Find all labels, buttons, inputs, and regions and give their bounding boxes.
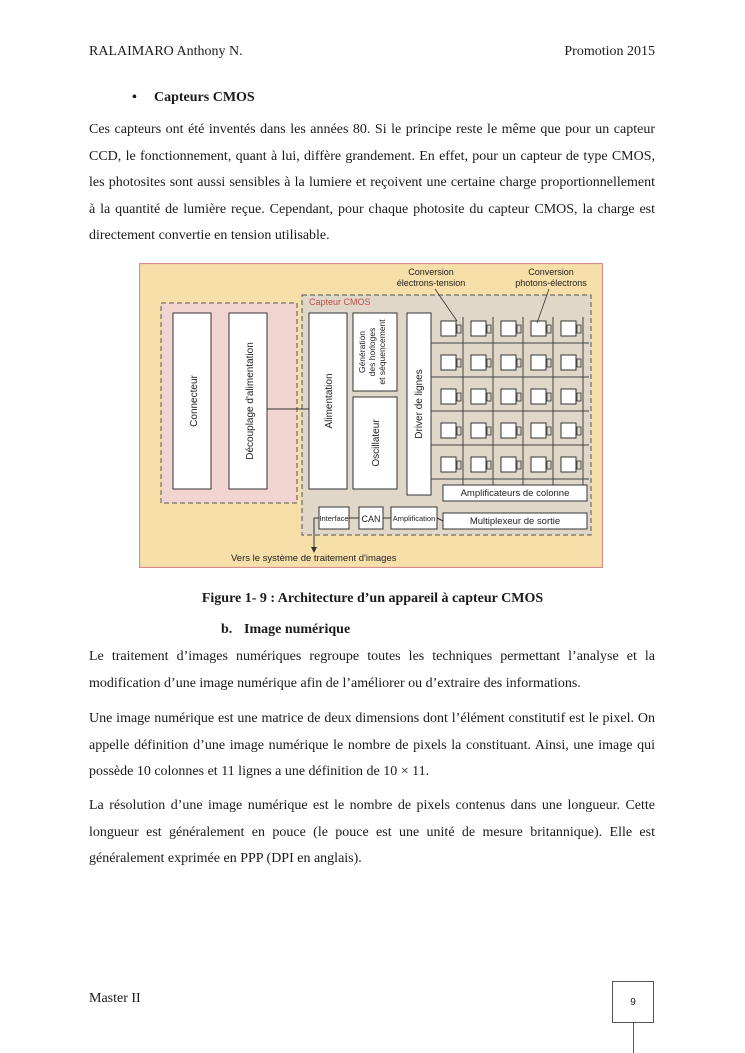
- photosite: [531, 389, 546, 404]
- photosite: [501, 321, 516, 336]
- photosite: [441, 355, 456, 370]
- bullet-icon: •: [132, 90, 137, 105]
- conversion-pe-label-2: photons-électrons: [515, 278, 587, 288]
- can-label: CAN: [361, 514, 381, 524]
- photosite: [531, 321, 546, 336]
- subsection-number: b.: [221, 622, 233, 637]
- photosite: [531, 355, 546, 370]
- photosite: [531, 423, 546, 438]
- section-heading: [132, 90, 255, 106]
- driver-label: Driver de lignes: [414, 369, 425, 439]
- photosite: [561, 457, 576, 472]
- decouplage-label: Découplage d'alimentation: [245, 342, 256, 460]
- svg-text:Génération: Génération: [357, 330, 367, 374]
- conversion-et-label-2: électrons-tension: [396, 278, 466, 288]
- header-author: RALAIMARO Anthony N.: [89, 44, 243, 59]
- alimentation-label: Alimentation: [324, 373, 335, 429]
- photosite: [471, 355, 486, 370]
- photosite: [441, 321, 456, 336]
- photosite: [441, 389, 456, 404]
- conversion-pe-label-1: Conversion: [528, 267, 574, 277]
- page-number-line: [633, 1023, 634, 1053]
- subsection-heading: [221, 622, 350, 638]
- photosite: [501, 423, 516, 438]
- photosite: [561, 321, 576, 336]
- paragraph-resolution: La résolution d’une image numérique est le nombre de pixels contenus dans une longueur. Cette longueur est généralement en pouce (le pouce est une unité de mesure britannique). Elle est généralement exprimée en PPP (DPI en anglais).: [89, 798, 655, 866]
- conversion-et-label-1: Conversion: [408, 267, 454, 277]
- photosite: [471, 389, 486, 404]
- footer-label: Master II: [89, 991, 141, 1006]
- photosite: [501, 355, 516, 370]
- photosite: [441, 423, 456, 438]
- photosite: [561, 389, 576, 404]
- section-paragraph: Ces capteurs ont été inventés dans les années 80. Si le principe reste le même que pour un capteur CCD, le fonctionnement, quant à lui, diffère grandement. En effet, pour un capteur de type CMOS, les photosites sont aussi sensibles à la lumiere et reçoivent une certaine charge proportionnellement à la quantité de lumière reçue. Cependant, pour chaque photosite du capteur CMOS, la charge est directement convertie en tension utilisable.: [89, 122, 655, 243]
- page-number: 9: [612, 981, 654, 1023]
- photosite: [471, 423, 486, 438]
- photosite: [561, 423, 576, 438]
- amplification-label: Amplification: [392, 514, 436, 523]
- vers-label: Vers le système de traitement d'images: [231, 553, 397, 564]
- interface-label: Interface: [319, 514, 349, 523]
- cmos-architecture-figure: [139, 263, 603, 568]
- connecteur-label: Connecteur: [189, 375, 200, 427]
- header-promotion: Promotion 2015: [564, 44, 655, 59]
- paragraph-definition: Une image numérique est une matrice de deux dimensions dont l’élément constitutif est le pixel. On appelle définition d’une image numérique le nombre de pixels la constituant. Ainsi, une image qui possède 10 colonnes et 11 lignes a une définition de 10 × 11.: [89, 711, 655, 779]
- svg-text:et séquencement: et séquencement: [377, 319, 387, 385]
- photosite: [501, 389, 516, 404]
- paragraph-traitement: Le traitement d’images numériques regroupe toutes les techniques permettant l’analyse et la modification d’une image numérique afin de l’améliorer ou d’extraire des informations.: [89, 649, 655, 691]
- photosite: [501, 457, 516, 472]
- figure-caption: Figure 1- 9 : Architecture d’un appareil à capteur CMOS: [201, 591, 544, 606]
- amplificateurs-label: Amplificateurs de colonne: [460, 488, 570, 499]
- subsection-title: Image numérique: [244, 622, 351, 637]
- photosite: [471, 457, 486, 472]
- photosite: [561, 355, 576, 370]
- photosite: [441, 457, 456, 472]
- photosite: [531, 457, 546, 472]
- multiplexeur-label: Multiplexeur de sortie: [469, 516, 561, 527]
- photosite: [471, 321, 486, 336]
- oscillateur-label: Oscillateur: [371, 419, 382, 467]
- svg-text:des horloges: des horloges: [367, 327, 377, 377]
- capteur-label: Capteur CMOS: [309, 297, 371, 307]
- section-title: Capteurs CMOS: [154, 90, 255, 105]
